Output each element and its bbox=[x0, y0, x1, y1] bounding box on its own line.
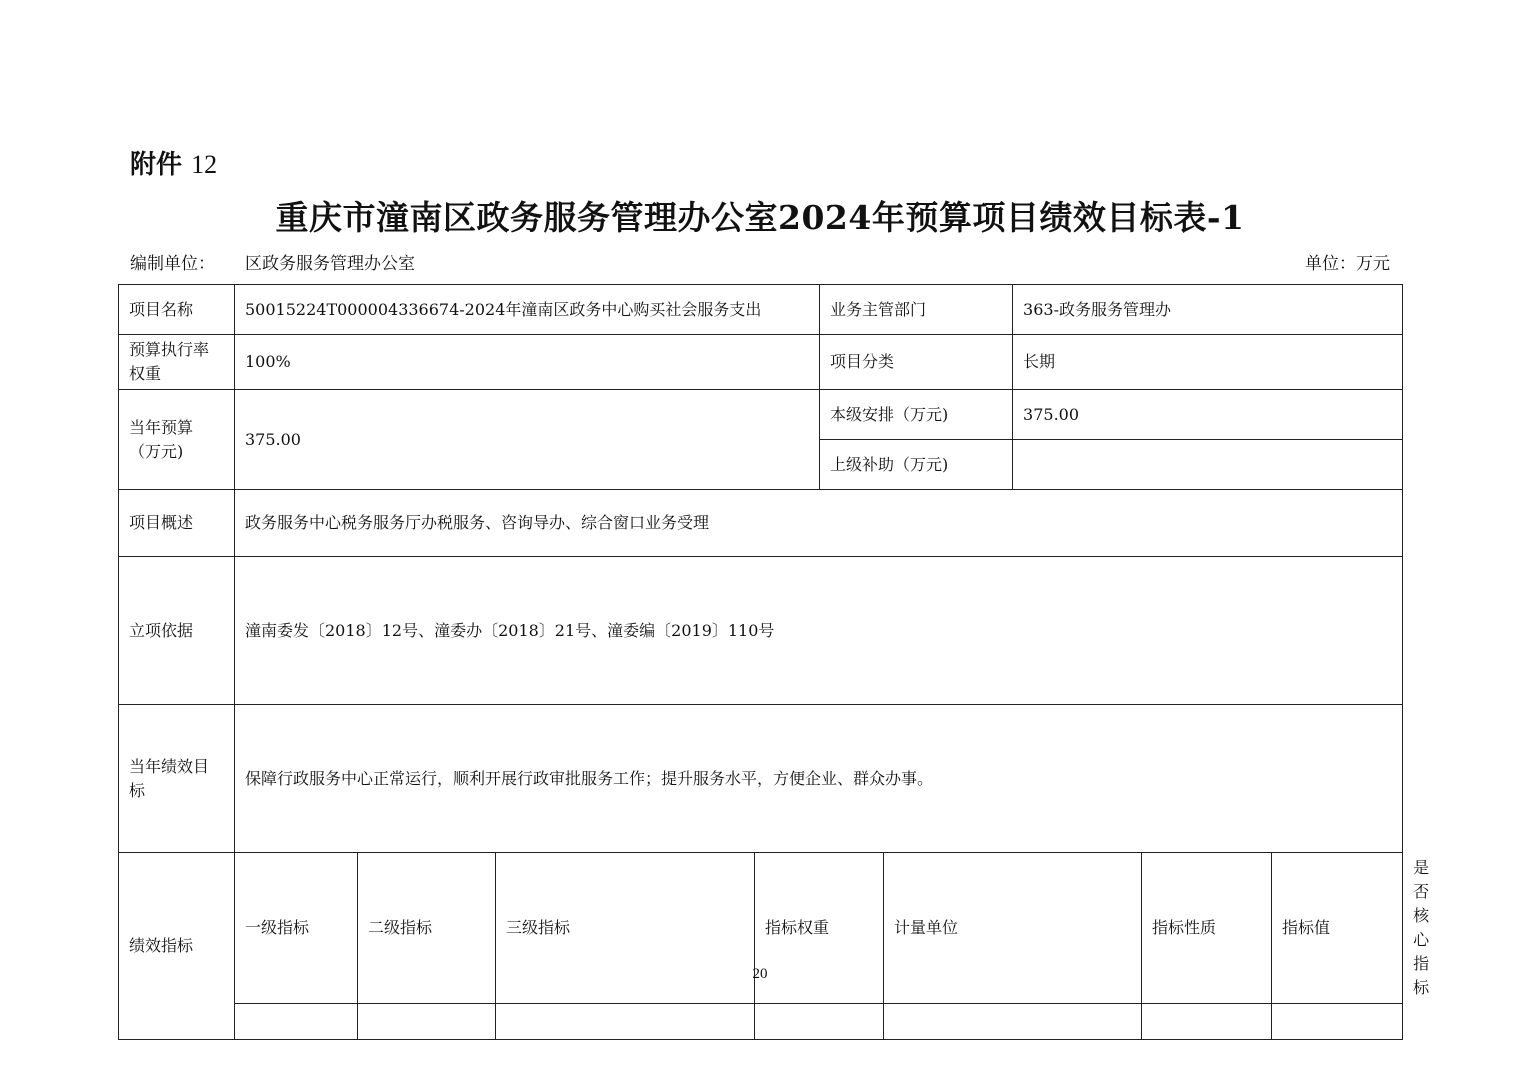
indicator-header: 指标值 bbox=[1272, 853, 1403, 1004]
indicator-cell bbox=[358, 1004, 496, 1040]
indicator-header: 指标权重 bbox=[755, 853, 884, 1004]
page-number: 20 bbox=[752, 966, 768, 982]
budget-value: 375.00 bbox=[235, 390, 820, 490]
cell-label: 本级安排（万元) bbox=[820, 390, 1013, 440]
table-row bbox=[119, 705, 1403, 853]
indicator-cell bbox=[755, 1004, 884, 1040]
table-row bbox=[119, 490, 1403, 557]
cell-label: 业务主管部门 bbox=[820, 285, 1013, 335]
cell-label: 项目名称 bbox=[119, 285, 235, 335]
indicator-header: 三级指标 bbox=[496, 853, 755, 1004]
cell-label: 立项依据 bbox=[119, 557, 235, 705]
compiler-line bbox=[130, 249, 415, 274]
document-title: 重庆市潼南区政务服务管理办公室2024年预算项目绩效目标表-1 bbox=[275, 198, 1245, 237]
superior-subsidy-value bbox=[1013, 440, 1403, 490]
indicator-cell bbox=[496, 1004, 755, 1040]
indicator-header: 一级指标 bbox=[235, 853, 358, 1004]
indicator-header: 二级指标 bbox=[358, 853, 496, 1004]
attachment-number: 12 bbox=[191, 150, 218, 179]
cell-label: 项目概述 bbox=[119, 490, 235, 557]
cell-label: 当年预算（万元) bbox=[119, 390, 235, 490]
goal-value: 保障行政服务中心正常运行，顺利开展行政审批服务工作；提升服务水平，方便企业、群众办事。 bbox=[235, 705, 1403, 853]
indicator-header: 计量单位 bbox=[884, 853, 1142, 1004]
compiler-value: 区政务服务管理办公室 bbox=[245, 254, 415, 274]
indicator-header-row: 绩效指标 一级指标 二级指标 三级指标 指标权重 计量单位 指标性质 指标值 是否核心指标 bbox=[119, 853, 1403, 1004]
compiler-label: 编制单位： bbox=[130, 254, 215, 274]
table-row bbox=[119, 557, 1403, 705]
indicator-cell bbox=[884, 1004, 1142, 1040]
cell-label: 项目分类 bbox=[820, 335, 1013, 390]
local-arrangement-value: 375.00 bbox=[1013, 390, 1403, 440]
category-value: 长期 bbox=[1013, 335, 1403, 390]
currency-unit: 单位：万元 bbox=[1305, 254, 1390, 274]
cell-label: 绩效指标 bbox=[119, 853, 235, 1040]
indicator-cell bbox=[1142, 1004, 1272, 1040]
project-name-value: 50015224T000004336674-2024年潼南区政务中心购买社会服务支出 bbox=[235, 285, 820, 335]
cell-label: 当年绩效目标 bbox=[119, 705, 235, 853]
indicator-cell bbox=[1272, 1004, 1403, 1040]
indicator-data-row bbox=[119, 1004, 1403, 1040]
exec-weight-value: 100% bbox=[235, 335, 820, 390]
indicator-header: 指标性质 bbox=[1142, 853, 1272, 1004]
overview-value: 政务服务中心税务服务厅办税服务、咨询导办、综合窗口业务受理 bbox=[235, 490, 1403, 557]
attachment-prefix: 附件 bbox=[130, 150, 183, 180]
cell-label: 上级补助（万元) bbox=[820, 440, 1013, 490]
indicator-cell bbox=[235, 1004, 358, 1040]
dept-value: 363-政务服务管理办 bbox=[1013, 285, 1403, 335]
table-row bbox=[119, 335, 1403, 390]
cell-label: 预算执行率权重 bbox=[119, 335, 235, 390]
attachment-label bbox=[130, 144, 217, 181]
performance-table bbox=[118, 284, 1430, 1040]
table-row bbox=[119, 285, 1403, 335]
basis-value: 潼南委发〔2018〕12号、潼委办〔2018〕21号、潼委编〔2019〕110号 bbox=[235, 557, 1403, 705]
table-row bbox=[119, 390, 1403, 440]
